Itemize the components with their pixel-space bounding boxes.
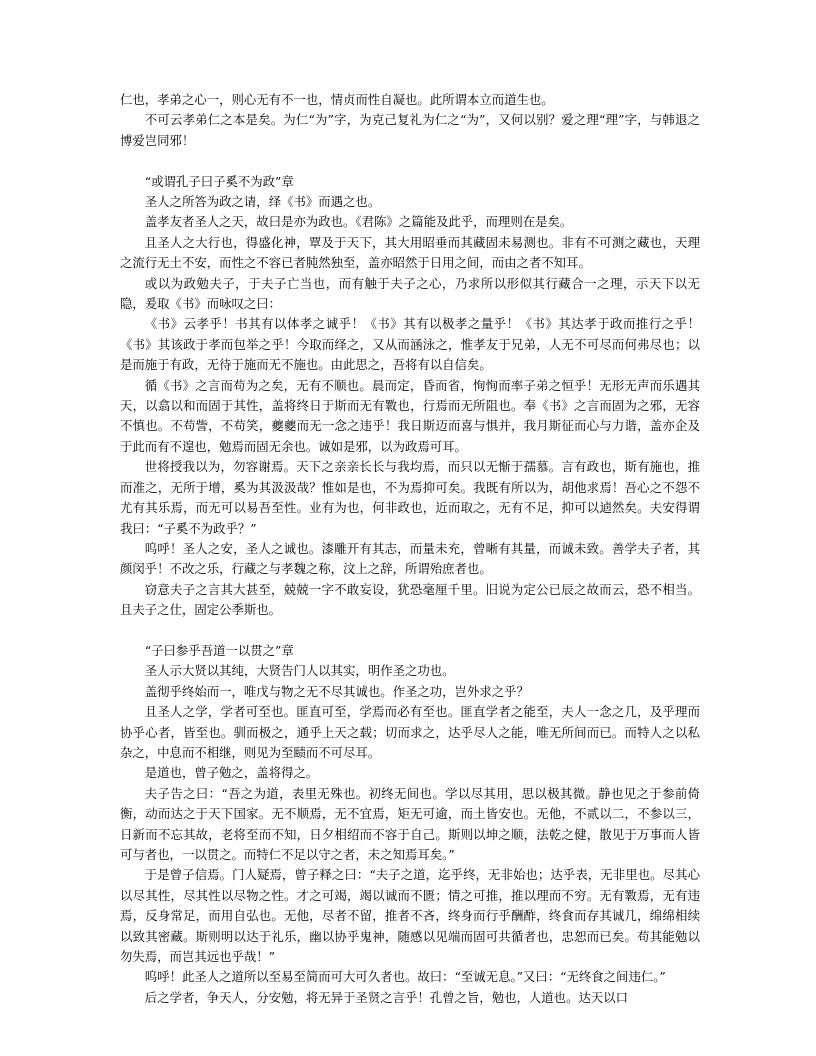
section-2-paragraph-8: 后之学者，争天人，分安勉，将无异于圣贤之言乎！孔曾之旨，勉也，人道也。达天以口: [144, 989, 629, 1005]
section-1-paragraph-1: 圣人之所答为政之请，绎《书》而遇之也。: [144, 194, 381, 210]
section-2-paragraph-7: 呜呼！此圣人之道所以至易至简而可大可久者也。故曰：“至诚无息。”又曰：“无终食之间违仁。”: [144, 969, 666, 985]
section-2-paragraph-1: 圣人示大贤以其纯，大贤告门人以其实，明作圣之功也。: [144, 663, 455, 679]
section-1-paragraph-4: 或以为政勉夫子，于夫子亡当也，而有触于夫子之心，乃求所以形似其行藏合一之理，示天下以无隐，爰取《书》而咏叹之曰：: [120, 275, 700, 312]
section-2-paragraph-5: 夫子告之曰：“吾之为道，表里无殊也。初终无间也。学以尽其用，思以极其微。静也见之于参前倚衡，动而达之于天下国家。无不顺焉，无不宜焉，矩无可逾，而土皆安也。无他，不贰以二，不参以三，日新而不忘其故，老将至而不知，日夕相绍而不容于自己。斯则以坤之顺，法乾之健，散见于万事而人皆可与者也，一以贯之。而特仁不足以守之者，未之知焉耳矣。”: [120, 785, 700, 862]
section-1-paragraph-5: 《书》云孝乎！书其有以体孝之诚乎！《书》其有以极孝之量乎！《书》其达孝于政而推行之乎！《书》其该政于孝而包举之乎！今取而绎之，又从而涵泳之，惟孝友于兄弟，人无不可尽而何弗尽也；以是而施于有政，无待于施而无不施也。由此思之，吾将有以自信矣。: [120, 316, 700, 373]
section-heading-2: “子曰参乎吾道一以贯之”章: [144, 642, 294, 658]
intro-paragraph-1: 仁也，孝弟之心一，则心无有不一也，情贞而性自凝也。此所谓本立而道生也。: [120, 92, 554, 107]
section-heading-1: “或谓孔子曰子奚不为政”章: [144, 173, 294, 189]
section-2-paragraph-4: 是道也，曾子勉之，盖将得之。: [144, 765, 319, 781]
section-1-paragraph-7: 世将授我以为，勿容谢焉。天下之亲亲长长与我均焉，而只以无惭于孺慕。言有政也，斯有施也，推而准之，无所于增，奚为其汲汲哉？惟如是也，不为焉抑可矣。我既有所以为，胡他求焉！吾心之不怨不尤有其乐焉，而无可以易吾至性。业有为也，何非政也，近而取之，无有不足，抑可以逌然矣。夫安得谓我曰：“子奚不为政乎？”: [120, 459, 700, 536]
section-2-paragraph-2: 盖彻乎终始而一，唯戊与物之无不尽其诚也。作圣之功，岂外求之乎？: [144, 683, 529, 699]
section-1-paragraph-8: 呜呼！圣人之安，圣人之诚也。漆雕开有其志，而量未充，曾晰有其量，而诚未致。善学夫子者，其颜闵乎！不改之乐，行藏之与孝魏之称，汶上之辞，所谓殆庶者也。: [120, 540, 700, 577]
intro-paragraph-2: 不可云孝弟仁之本是矣。为仁“为”字，为克己复礼为仁之“为”，又何以别？爱之理“理”字，与韩退之博爱岂同邪！: [120, 112, 700, 148]
section-1-paragraph-6: 循《书》之言而苟为之矣，无有不顺也。晨而定，昏而省，恂恂而率子弟之恒乎！无形无声而乐遇其天，以翕以和而固于其性，盖将终日于斯而无有斁也，行焉而无所阻也。奉《书》之言而固为之邪，无容不慎也。不苟訾，不苟笑，夔夔而无一念之违乎！我日斯迈而喜与惧并，我月斯征而心与力谐，盖亦企及于此而有不遑也，勉焉而固无余也。诚如是邪，以为政焉可耳。: [120, 377, 700, 454]
section-1-paragraph-9: 窃意夫子之言其大甚至，兢兢一字不敢妄设，犹恐毫厘千里。旧说为定公已辰之故而云，恐不相当。且夫子之仕，固定公季斯也。: [120, 581, 700, 618]
document-page: [120, 90, 700, 1008]
section-2-paragraph-6: 于是曾子信焉。门人疑焉，曾子释之曰：“夫子之道，迄乎终，无非始也；达乎表，无非里也。尽其心以尽其性，尽其性以尽物之性。才之可竭，竭以诚而不匮；情之可推，推以理而不穷。无有斁焉，无有违焉，反身常足，而用自弘也。无他，尽者不留，推者不吝，终身而行乎酬酢，终食而存其诚几，绵绵相续以致其密藏。斯则明以达于礼乐，幽以协乎鬼神，随感以见端而固可共循者也，忠恕而已矣。苟其能勉以勿失焉，而岂其远也乎哉！”: [120, 867, 700, 965]
section-1-paragraph-2: 盖孝友者圣人之天，故曰是亦为政也。《君陈》之篇能及此乎，而理则在是矣。: [144, 214, 573, 230]
section-1-paragraph-3: 且圣人之大行也，得盛化神，覃及于天下，其大用昭垂而其藏固未易测也。非有不可测之藏也，天理之流行无土不安，而性之不容已者肫然独至，盖亦昭然于日用之间，而由之者不知耳。: [120, 234, 700, 271]
section-2-paragraph-3: 且圣人之学，学者可至也。匪直可至，学焉而必有至也。匪直学者之能至，夫人一念之几，及乎理而协乎心者，皆至也。驯而极之，通乎上天之载；切而求之，达乎尽人之能，唯无所间而已。而特人之以私杂之，中息而不相继，则见为至赜而不可尽耳。: [120, 704, 700, 760]
